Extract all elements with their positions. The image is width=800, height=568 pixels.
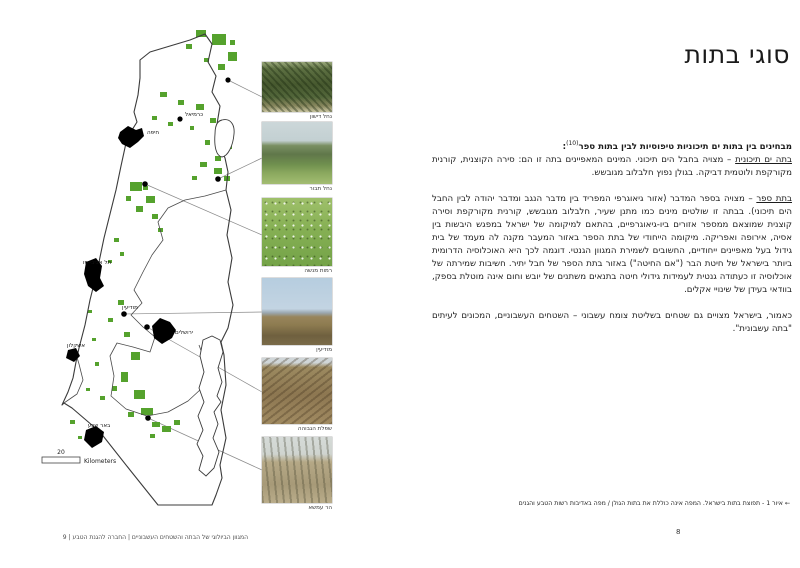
scale-unit: Kilometers [84,458,117,465]
photo-label-nahal-dishon: נחל דישון [309,114,332,120]
term-mediterranean-batha: בתה ים תיכונית [735,155,792,165]
photo-shefela [262,358,332,424]
photo-modiin [262,278,332,345]
city-label-tel-aviv: תל אביב-יפו [82,260,112,266]
urban-areas [66,126,176,448]
lead-colon: : [562,142,567,152]
haifa-urban [118,126,144,148]
paragraph-text-3: כאמור, בישראל מצויים גם שטחים בשליטת צומח עשבוני – השטחים העשבוניים, המכונים לעיתים "בתה עשבונית". [432,311,792,334]
photo-label-shefela: שפלת הגבוהה [297,426,332,432]
photo-label-har-amasa: הר עמשא [308,505,332,511]
scale-value: 20 [57,449,65,456]
map-scale-bar [42,449,116,465]
city-label-haifa: חיפה [146,130,160,136]
article-body [430,141,800,349]
photo-nahal-tavor [262,122,332,184]
beer-sheva-urban [84,426,104,448]
figure-caption: ← איור 1 - תפוצת בתות בישראל. המפה אינה כוללת את בתות הגולן / מפה באדיבות רשות הטבע והגנים [518,500,790,507]
page-title: סוגי בתות [684,40,790,69]
city-label-karmiel: כרמיאל [184,112,204,118]
paragraph-text-2: – מצויה בספר המדבר (אזור גיאוגרפי המפריד בין מדבר הנגב ומדבר יהודה לבין החבל הים תיכוני). בבתה זו שולטים מינים כמו מתנן שעיר, חלבלוב מגובשש, קורנית מקורקפת וסירה קוצנית שמוצאם ממספר אזורים ביו-גיאוגרפיים, בהתאם למיקומה של ישראל במפגש היבשות בין אסיה, אירופה ואפריקה. מיקומה הייחודי של בתת הספר באזור המעבר מקנה לה מעמד של בית גידול בעל מאפיינים ייחודיים, החשובים לשמירת המגוון הגנטי. דוגמה לכך היא האוכלוסיה הדרומית ביותר בישראל של חיטת הבר ("אם החיטה") באזור בתת הספר של חבל יתיר. חשיבות שמירתה של אוכלוסיה זו כעתודה גנטית לעמידות גידולי חיטה בתנאים משתנים של יובש וחום אינה מוטלת בספק, בוודאי בעידן של שינויי אקלים. [432,194,792,295]
dead-sea [197,336,223,476]
photo-ramot-menashe [262,198,332,266]
paragraph-2 [432,193,792,297]
page-number-right: 8 [676,528,681,536]
city-label-ashkelon: אשקלון [67,343,85,349]
paragraph-3 [432,310,792,336]
photo-nahal-dishon [262,62,332,112]
lead-paragraph [432,141,792,180]
city-label-jerusalem: ירושלים [174,330,194,336]
running-footer-left: המגוון הביולוגי של הבתה והשטחים העשבוניים | החברה להגנת הטבע | 9 [62,534,248,541]
lead-heading: מבחינים בין בתות ים תיכוניות טיפוסיות לבין בתות ספר [578,142,792,152]
photo-label-nahal-tavor: נחל תבור [309,186,332,192]
photo-har-amasa [262,437,332,503]
photo-label-modiin: מודיעין [316,347,332,353]
term-sfar-batha: בתת ספר [756,194,792,204]
photo-label-ramot-menashe: רמות מנשה [304,268,332,274]
jerusalem-urban [152,318,176,344]
paragraph-text-1: – מצויה בחבל הים תיכוני. המינים המאפיינים בתה זו הם: סירה הקוצנית, קורנית מקורקפת ולוטמית דביקה. בגולן נפוץ חלבלוב מגובשש. [432,155,792,178]
footnote-marker: (10) [566,140,579,148]
city-label-modiin: מודיעין [122,305,138,311]
sea-of-galilee [215,120,234,157]
city-label-beer-sheva: באר שבע [87,423,111,429]
